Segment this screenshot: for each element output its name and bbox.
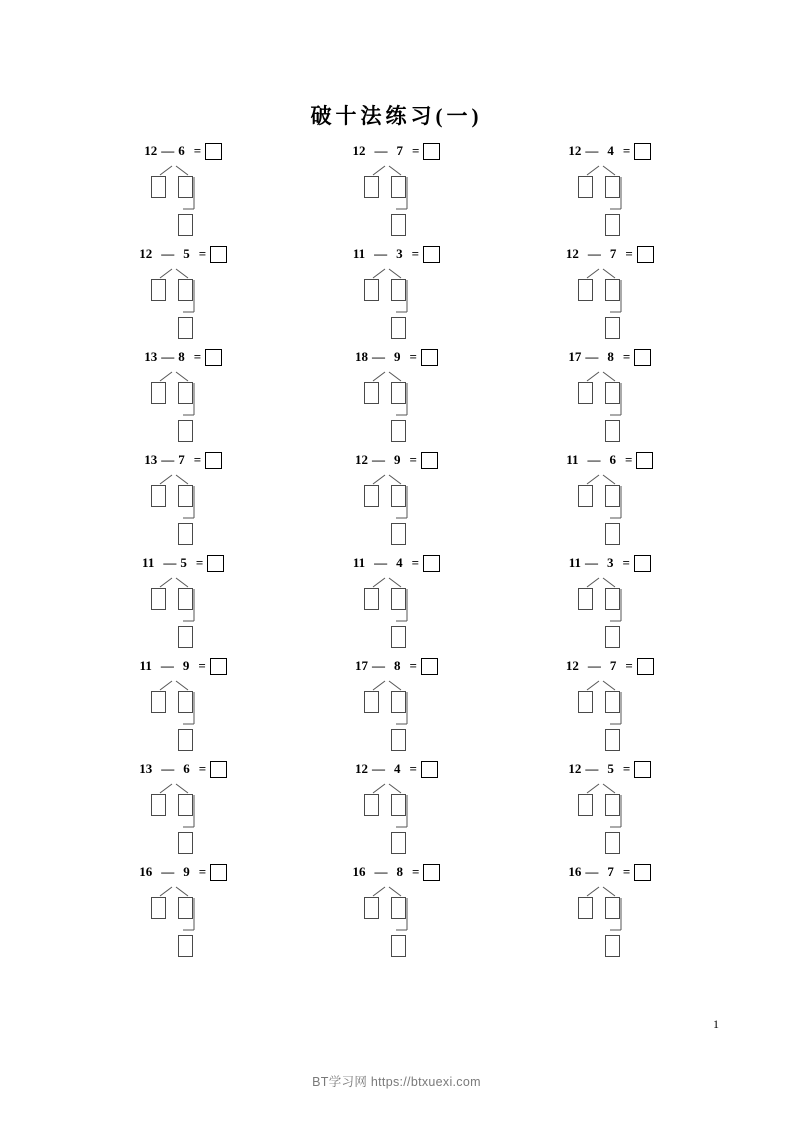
problem-item (77, 140, 290, 243)
equation-row (77, 552, 290, 574)
minuend: 13 (139, 761, 153, 776)
minus-operator: — (372, 349, 386, 364)
answer-box[interactable] (421, 658, 438, 675)
subtrahend: 4 (607, 143, 614, 158)
equals-sign: = (198, 658, 206, 673)
decomposition-tree (346, 885, 446, 961)
minus-operator: — (585, 143, 599, 158)
page-title: 破十法练习(一) (310, 104, 483, 128)
minus-operator: — (587, 452, 601, 467)
tree-cell-left[interactable] (364, 485, 379, 507)
minuend: 12 (139, 246, 153, 261)
tree-cell-left[interactable] (151, 794, 166, 816)
minus-operator: — (587, 246, 601, 261)
answer-box[interactable] (636, 452, 653, 469)
equation-row (290, 758, 503, 780)
equals-sign: = (412, 143, 420, 158)
minus-operator: — (160, 658, 174, 673)
tree-cell-right[interactable] (391, 897, 406, 919)
equals-sign: = (409, 452, 417, 467)
problem-item (503, 758, 716, 861)
subtrahend: 9 (394, 349, 401, 364)
equals-sign: = (622, 864, 631, 879)
tree-cell-left[interactable] (151, 588, 166, 610)
tree-cell-right[interactable] (178, 897, 193, 919)
decomposition-tree (560, 576, 660, 652)
problem-item (77, 552, 290, 655)
answer-box[interactable] (207, 555, 224, 572)
problem-item (503, 655, 716, 758)
equation-row (503, 346, 716, 368)
subtrahend: 3 (396, 246, 403, 261)
tree-cell-right[interactable] (391, 279, 406, 301)
tree-cell-bottom[interactable] (178, 729, 193, 751)
decomposition-tree (133, 473, 233, 549)
problem-item (290, 861, 503, 964)
tree-cell-bottom[interactable] (178, 832, 193, 854)
problem-item (503, 346, 716, 449)
decomposition-tree (346, 267, 446, 343)
problem-item (77, 655, 290, 758)
problem-item (290, 758, 503, 861)
minus-operator: — (585, 864, 599, 879)
equation-row (503, 140, 716, 162)
equals-sign: = (411, 246, 420, 261)
tree-cell-right[interactable] (605, 897, 620, 919)
problem-item (77, 861, 290, 964)
tree-cell-right[interactable] (391, 691, 406, 713)
problem-item (503, 449, 716, 552)
tree-cell-bottom[interactable] (391, 214, 406, 236)
tree-cell-bottom[interactable] (178, 935, 193, 957)
problem-item (503, 552, 716, 655)
minus-operator: — (374, 246, 388, 261)
answer-box[interactable] (210, 658, 227, 675)
decomposition-tree (560, 473, 660, 549)
tree-cell-right[interactable] (605, 382, 620, 404)
minuend: 12 (568, 761, 582, 776)
equation-row (503, 655, 716, 677)
subtrahend: 5 (607, 761, 614, 776)
subtrahend: 7 (609, 246, 617, 261)
decomposition-tree (346, 473, 446, 549)
tree-cell-left[interactable] (364, 176, 379, 198)
equation-row (290, 552, 503, 574)
tree-cell-left[interactable] (364, 691, 379, 713)
tree-cell-left[interactable] (578, 588, 593, 610)
minus-operator: — (372, 452, 386, 467)
minuend: 11 (139, 658, 152, 673)
tree-cell-bottom[interactable] (391, 935, 406, 957)
subtrahend: 8 (394, 658, 401, 673)
tree-cell-left[interactable] (578, 485, 593, 507)
equals-sign: = (198, 864, 207, 879)
tree-cell-right[interactable] (391, 176, 406, 198)
footer-watermark: BT学习网 https://btxuexi.com (312, 1075, 481, 1089)
subtrahend: 9 (182, 658, 190, 673)
decomposition-tree (133, 885, 233, 961)
minus-operator: — (585, 349, 599, 364)
equation-row (503, 552, 716, 574)
decomposition-tree (560, 370, 660, 446)
problem-item (290, 449, 503, 552)
minuend: 13 (144, 349, 158, 364)
minus-operator: — (161, 143, 175, 158)
equals-sign: = (198, 761, 207, 776)
subtrahend: 6 (609, 452, 616, 467)
tree-cell-left[interactable] (364, 279, 379, 301)
tree-cell-right[interactable] (178, 382, 193, 404)
tree-cell-bottom[interactable] (605, 523, 620, 545)
minuend: 12 (355, 452, 369, 467)
tree-cell-left[interactable] (578, 794, 593, 816)
tree-cell-left[interactable] (364, 382, 379, 404)
subtrahend: 9 (183, 864, 190, 879)
subtrahend: 3 (607, 555, 614, 570)
minuend: 12 (144, 143, 158, 158)
answer-box[interactable] (205, 143, 222, 160)
decomposition-tree (560, 679, 660, 755)
tree-cell-right[interactable] (605, 691, 620, 713)
minus-operator: — (161, 761, 175, 776)
problem-item (290, 552, 503, 655)
decomposition-tree (560, 885, 660, 961)
minus-operator: — (161, 349, 175, 364)
equation-row (290, 655, 503, 677)
answer-box[interactable] (634, 761, 651, 778)
equals-sign: = (622, 349, 631, 364)
tree-cell-bottom[interactable] (605, 832, 620, 854)
problem-item (503, 243, 716, 346)
minuend: 12 (565, 246, 579, 261)
minus-operator: — (374, 143, 388, 158)
tree-cell-left[interactable] (578, 897, 593, 919)
minus-operator: — (163, 555, 177, 570)
tree-cell-bottom[interactable] (391, 317, 406, 339)
tree-cell-right[interactable] (391, 794, 406, 816)
minuend: 17 (568, 349, 582, 364)
tree-cell-bottom[interactable] (605, 317, 620, 339)
tree-cell-bottom[interactable] (178, 626, 193, 648)
minuend: 11 (142, 555, 155, 570)
answer-box[interactable] (210, 246, 227, 263)
equals-sign: = (622, 555, 630, 570)
tree-cell-left[interactable] (151, 382, 166, 404)
equation-row (290, 449, 503, 471)
subtrahend: 7 (178, 452, 185, 467)
minus-operator: — (587, 658, 601, 673)
problem-item (503, 140, 716, 243)
tree-cell-right[interactable] (178, 588, 193, 610)
problem-item (77, 758, 290, 861)
problem-item (77, 346, 290, 449)
minuend: 18 (355, 349, 369, 364)
tree-cell-right[interactable] (178, 485, 193, 507)
equals-sign: = (625, 658, 633, 673)
subtrahend: 7 (607, 864, 614, 879)
tree-cell-right[interactable] (605, 485, 620, 507)
equation-row (77, 655, 290, 677)
problem-item (290, 243, 503, 346)
answer-box[interactable] (423, 246, 440, 263)
decomposition-tree (133, 679, 233, 755)
tree-cell-right[interactable] (605, 279, 620, 301)
tree-cell-left[interactable] (578, 279, 593, 301)
equals-sign: = (411, 555, 420, 570)
answer-box[interactable] (634, 864, 651, 881)
minuend: 11 (352, 246, 366, 261)
answer-box[interactable] (423, 143, 440, 160)
equals-sign: = (412, 864, 420, 879)
decomposition-tree (560, 267, 660, 343)
decomposition-tree (346, 576, 446, 652)
equals-sign: = (409, 658, 417, 673)
tree-cell-right[interactable] (178, 176, 193, 198)
equals-sign: = (193, 349, 202, 364)
equation-row (290, 243, 503, 265)
tree-cell-left[interactable] (364, 794, 379, 816)
answer-box[interactable] (210, 761, 227, 778)
minuend: 12 (565, 658, 579, 673)
tree-cell-bottom[interactable] (391, 832, 406, 854)
subtrahend: 9 (394, 452, 401, 467)
equals-sign: = (193, 143, 202, 158)
minus-operator: — (161, 452, 175, 467)
equation-row (503, 449, 716, 471)
problem-item (290, 346, 503, 449)
minus-operator: — (585, 761, 599, 776)
subtrahend: 7 (396, 143, 404, 158)
answer-box[interactable] (210, 864, 227, 881)
tree-cell-right[interactable] (391, 588, 406, 610)
minus-operator: — (585, 555, 598, 570)
answer-box[interactable] (634, 349, 651, 366)
tree-cell-left[interactable] (151, 485, 166, 507)
decomposition-tree (133, 576, 233, 652)
decomposition-tree (560, 782, 660, 858)
decomposition-tree (346, 370, 446, 446)
decomposition-tree (133, 267, 233, 343)
subtrahend: 8 (396, 864, 404, 879)
minuend: 11 (352, 555, 366, 570)
tree-cell-right[interactable] (391, 485, 406, 507)
equation-row (77, 346, 290, 368)
subtrahend: 4 (396, 555, 403, 570)
problem-item (290, 655, 503, 758)
subtrahend: 6 (178, 143, 185, 158)
problems-grid (77, 130, 717, 964)
tree-cell-bottom[interactable] (605, 626, 620, 648)
tree-cell-right[interactable] (605, 794, 620, 816)
tree-cell-left[interactable] (578, 176, 593, 198)
tree-cell-bottom[interactable] (605, 935, 620, 957)
answer-box[interactable] (421, 349, 438, 366)
tree-cell-left[interactable] (151, 897, 166, 919)
minus-operator: — (161, 246, 175, 261)
minuend: 12 (352, 143, 366, 158)
minuend: 16 (568, 864, 582, 879)
tree-cell-bottom[interactable] (605, 729, 620, 751)
decomposition-tree (133, 164, 233, 240)
tree-cell-left[interactable] (364, 897, 379, 919)
tree-cell-bottom[interactable] (391, 523, 406, 545)
minus-operator: — (372, 761, 386, 776)
minuend: 12 (568, 143, 582, 158)
equation-row (290, 346, 503, 368)
tree-cell-right[interactable] (605, 588, 620, 610)
equation-row (503, 243, 716, 265)
equation-row (77, 861, 290, 883)
tree-cell-left[interactable] (578, 691, 593, 713)
tree-cell-bottom[interactable] (391, 420, 406, 442)
tree-cell-right[interactable] (178, 279, 193, 301)
minus-operator: — (374, 555, 388, 570)
equation-row (77, 758, 290, 780)
answer-box[interactable] (423, 555, 440, 572)
subtrahend: 5 (183, 246, 190, 261)
decomposition-tree (346, 164, 446, 240)
equation-row (290, 140, 503, 162)
tree-cell-bottom[interactable] (178, 420, 193, 442)
page-number: 1 (713, 1017, 719, 1031)
tree-cell-right[interactable] (391, 382, 406, 404)
equals-sign: = (409, 761, 417, 776)
tree-cell-right[interactable] (178, 794, 193, 816)
minuend: 11 (566, 452, 579, 467)
decomposition-tree (346, 782, 446, 858)
tree-cell-right[interactable] (178, 691, 193, 713)
answer-box[interactable] (634, 555, 651, 572)
equals-sign: = (409, 349, 417, 364)
decomposition-tree (346, 679, 446, 755)
minuend: 16 (139, 864, 153, 879)
tree-cell-left[interactable] (151, 176, 166, 198)
equals-sign: = (625, 452, 633, 467)
equation-row (503, 861, 716, 883)
problem-item (77, 449, 290, 552)
answer-box[interactable] (421, 452, 438, 469)
equals-sign: = (625, 246, 633, 261)
minus-operator: — (372, 658, 386, 673)
answer-box[interactable] (205, 452, 222, 469)
subtrahend: 8 (607, 349, 614, 364)
tree-cell-left[interactable] (151, 279, 166, 301)
minuend: 17 (355, 658, 369, 673)
answer-box[interactable] (634, 143, 651, 160)
equation-row (77, 140, 290, 162)
tree-cell-left[interactable] (151, 691, 166, 713)
equals-sign: = (622, 761, 631, 776)
equals-sign: = (622, 143, 631, 158)
answer-box[interactable] (205, 349, 222, 366)
subtrahend: 6 (183, 761, 190, 776)
equals-sign: = (198, 246, 207, 261)
minuend: 12 (355, 761, 369, 776)
equation-row (77, 243, 290, 265)
subtrahend: 8 (178, 349, 185, 364)
subtrahend: 4 (394, 761, 401, 776)
tree-cell-left[interactable] (578, 382, 593, 404)
tree-cell-bottom[interactable] (178, 317, 193, 339)
tree-cell-right[interactable] (605, 176, 620, 198)
answer-box[interactable] (637, 246, 654, 263)
answer-box[interactable] (637, 658, 654, 675)
tree-cell-bottom[interactable] (178, 214, 193, 236)
decomposition-tree (133, 370, 233, 446)
tree-cell-bottom[interactable] (178, 523, 193, 545)
equals-sign: = (195, 555, 204, 570)
minuend: 16 (352, 864, 366, 879)
answer-box[interactable] (423, 864, 440, 881)
tree-cell-bottom[interactable] (391, 626, 406, 648)
tree-cell-bottom[interactable] (391, 729, 406, 751)
tree-cell-bottom[interactable] (605, 420, 620, 442)
equation-row (503, 758, 716, 780)
answer-box[interactable] (421, 761, 438, 778)
subtrahend: 5 (180, 555, 187, 570)
decomposition-tree (133, 782, 233, 858)
minuend: 13 (144, 452, 158, 467)
minuend: 11 (568, 555, 581, 570)
minus-operator: — (374, 864, 388, 879)
problem-item (290, 140, 503, 243)
problem-item (503, 861, 716, 964)
equals-sign: = (193, 452, 202, 467)
equation-row (77, 449, 290, 471)
subtrahend: 7 (609, 658, 617, 673)
decomposition-tree (560, 164, 660, 240)
equation-row (290, 861, 503, 883)
tree-cell-left[interactable] (364, 588, 379, 610)
minus-operator: — (161, 864, 175, 879)
problem-item (77, 243, 290, 346)
tree-cell-bottom[interactable] (605, 214, 620, 236)
